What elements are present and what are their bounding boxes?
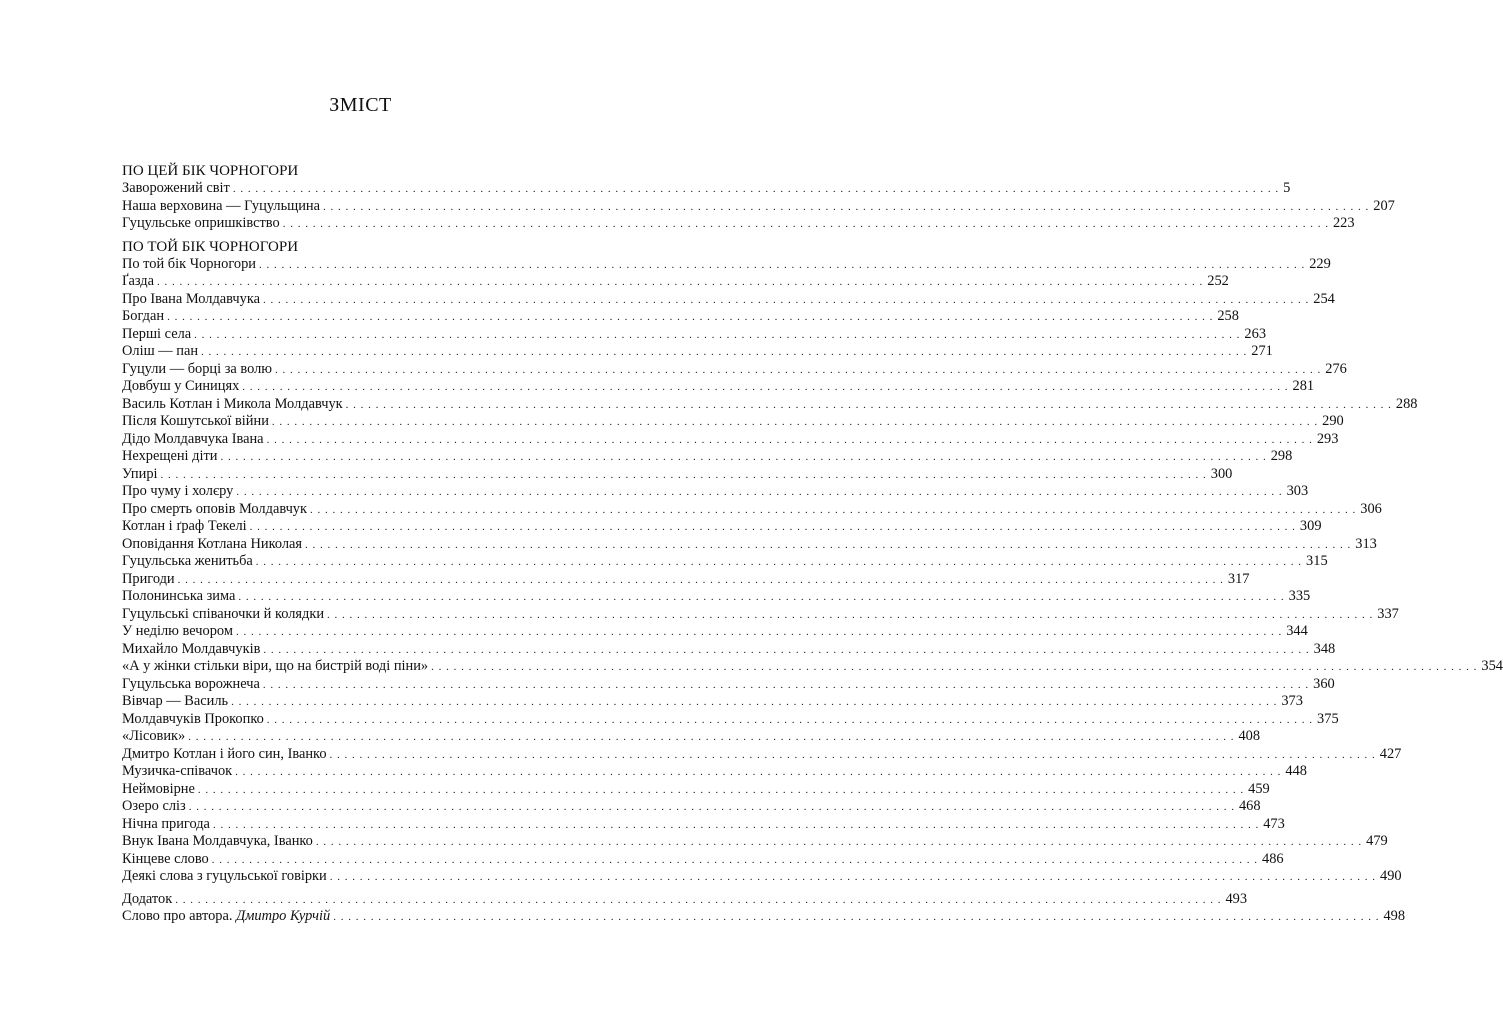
entry-title-text: Озеро сліз bbox=[122, 798, 186, 814]
entry-title bbox=[122, 198, 323, 216]
dot-leader: . . . . . . . . . . . . . . . . . . . . . . . . . . . . . . . . . . . . . . . . . . . . . . . . . . . . . . . . . . . . . . . . . . . . . . . . . . . . . . . . . . . . . . . . . . . . . . . . . . . . . . . . . . . . . . . . . . . . . . . . . . . . . . . . . . . . . . . . . . . . bbox=[220, 451, 1267, 463]
toc-entry[interactable] bbox=[122, 710, 1339, 729]
toc-entry[interactable] bbox=[122, 360, 1347, 379]
toc-entry[interactable] bbox=[122, 553, 1328, 571]
entry-title-text: У неділю вечором bbox=[122, 623, 233, 639]
entry-title bbox=[122, 728, 188, 746]
dot-leader: . . . . . . . . . . . . . . . . . . . . . . . . . . . . . . . . . . . . . . . . . . . . . . . . . . . . . . . . . . . . . . . . . . . . . . . . . . . . . . . . . . . . . . . . . . . . . . . . . . . . . . . . . . . . . . . . . . . . . . . . . . . . . . . . . . . . . . . . . . . . bbox=[160, 468, 1207, 481]
dot-leader: . . . . . . . . . . . . . . . . . . . . . . . . . . . . . . . . . . . . . . . . . . . . . . . . . . . . . . . . . . . . . . . . . . . . . . . . . . . . . . . . . . . . . . . . . . . . . . . . . . . . . . . . . . . . . . . . . . . . . . . . . . . . . . . . . . . . . . . . . . . . bbox=[177, 573, 1224, 586]
entry-title bbox=[122, 553, 256, 571]
entry-title bbox=[122, 413, 272, 431]
page-number: 360 bbox=[1313, 675, 1335, 692]
entry-title bbox=[122, 343, 201, 361]
entry-title bbox=[122, 781, 198, 799]
entry-title-text: Після Кошутської війни bbox=[122, 413, 269, 429]
page-number: 281 bbox=[1292, 378, 1315, 394]
toc-entry[interactable] bbox=[122, 308, 1239, 326]
page-number: 5 bbox=[1283, 180, 1291, 196]
page-number: 309 bbox=[1299, 518, 1322, 534]
dot-leader: . . . . . . . . . . . . . . . . . . . . . . . . . . . . . . . . . . . . . . . . . . . . . . . . . . . . . . . . . . . . . . . . . . . . . . . . . . . . . . . . . . . . . . . . . . . . . . . . . . . . . . . . . . . . . . . . . . . . . . . . . . . . . . . . . . . . . . . . . . . . bbox=[263, 643, 1310, 656]
entry-title bbox=[122, 606, 327, 624]
entry-title bbox=[122, 273, 157, 291]
entry-title-text: Наша верховина — Гуцульщина bbox=[122, 197, 320, 214]
page-number: 344 bbox=[1286, 623, 1308, 639]
entry-title bbox=[122, 291, 263, 309]
entry-title bbox=[122, 763, 235, 781]
toc-entry[interactable] bbox=[122, 197, 1395, 216]
entry-title-text: Додаток bbox=[122, 890, 173, 907]
page-number: 207 bbox=[1373, 197, 1395, 214]
page-number: 408 bbox=[1238, 728, 1261, 744]
page-number: 473 bbox=[1263, 815, 1285, 832]
entry-title-text: Музичка-співачок bbox=[122, 763, 233, 779]
dot-leader: . . . . . . . . . . . . . . . . . . . . . . . . . . . . . . . . . . . . . . . . . . . . . . . . . . . . . . . . . . . . . . . . . . . . . . . . . . . . . . . . . . . . . . . . . . . . . . . . . . . . . . . . . . . . . . . . . . . . . . . . . . . . . . . . . . . . . . . . . . . . bbox=[188, 731, 1235, 743]
page-number: 315 bbox=[1306, 553, 1328, 569]
dot-leader: . . . . . . . . . . . . . . . . . . . . . . . . . . . . . . . . . . . . . . . . . . . . . . . . . . . . . . . . . . . . . . . . . . . . . . . . . . . . . . . . . . . . . . . . . . . . . . . . . . . . . . . . . . . . . . . . . . . . . . . . . . . . . . . . . . . . . . . . . . . . bbox=[315, 836, 1363, 848]
page-number: 490 bbox=[1380, 868, 1402, 884]
dot-leader: . . . . . . . . . . . . . . . . . . . . . . . . . . . . . . . . . . . . . . . . . . . . . . . . . . . . . . . . . . . . . . . . . . . . . . . . . . . . . . . . . . . . . . . . . . . . . . . . . . . . . . . . . . . . . . . . . . . . . . . . . . . . . . . . . . . . . . . . . . . . bbox=[333, 911, 1380, 923]
page-number: 263 bbox=[1244, 325, 1267, 342]
entry-title bbox=[122, 711, 267, 729]
toc-entry[interactable] bbox=[122, 623, 1308, 641]
entry-title-text: Полонинська зима bbox=[122, 588, 236, 604]
entry-title bbox=[122, 378, 242, 396]
entry-title-text: Про Івана Молдавчука bbox=[122, 290, 261, 307]
entry-title bbox=[122, 483, 236, 501]
toc-entry[interactable] bbox=[122, 815, 1285, 834]
entry-title bbox=[122, 868, 330, 886]
dot-leader: . . . . . . . . . . . . . . . . . . . . . . . . . . . . . . . . . . . . . . . . . . . . . . . . . . . . . . . . . . . . . . . . . . . . . . . . . . . . . . . . . . . . . . . . . . . . . . . . . . . . . . . . . . . . . . . . . . . . . . . . . . . . . . . . . . . . . . . . . . . . bbox=[235, 626, 1283, 638]
toc-entry[interactable] bbox=[122, 658, 1503, 676]
entry-title-text: Слово про автора. bbox=[122, 908, 233, 924]
dot-leader: . . . . . . . . . . . . . . . . . . . . . . . . . . . . . . . . . . . . . . . . . . . . . . . . . . . . . . . . . . . . . . . . . . . . . . . . . . . . . . . . . . . . . . . . . . . . . . . . . . . . . . . . . . . . . . . . . . . . . . . . . . . . . . . . . . . . . . . . . . . . bbox=[305, 538, 1352, 551]
entry-title bbox=[122, 396, 346, 414]
page-number: 229 bbox=[1309, 255, 1331, 272]
entry-author: Дмитро Курчій bbox=[236, 908, 331, 924]
entry-title bbox=[122, 798, 189, 816]
page-number: 306 bbox=[1360, 500, 1382, 517]
dot-leader: . . . . . . . . . . . . . . . . . . . . . . . . . . . . . . . . . . . . . . . . . . . . . . . . . . . . . . . . . . . . . . . . . . . . . . . . . . . . . . . . . . . . . . . . . . . . . . . . . . . . . . . . . . . . . . . . . . . . . . . . . . . . . . . . . . . . . . . . . . . . bbox=[212, 818, 1260, 831]
dot-leader: . . . . . . . . . . . . . . . . . . . . . . . . . . . . . . . . . . . . . . . . . . . . . . . . . . . . . . . . . . . . . . . . . . . . . . . . . . . . . . . . . . . . . . . . . . . . . . . . . . . . . . . . . . . . . . . . . . . . . . . . . . . . . . . . . . . . . . . . . . . . bbox=[266, 713, 1314, 726]
entry-title-text: «Лісовик» bbox=[122, 728, 186, 744]
entry-title bbox=[122, 816, 213, 834]
dot-leader: . . . . . . . . . . . . . . . . . . . . . . . . . . . . . . . . . . . . . . . . . . . . . . . . . . . . . . . . . . . . . . . . . . . . . . . . . . . . . . . . . . . . . . . . . . . . . . . . . . . . . . . . . . . . . . . . . . . . . . . . . . . . . . . . . . . . . . . . . . . . bbox=[167, 311, 1214, 323]
page-number: 373 bbox=[1281, 693, 1303, 709]
entry-title-text: Котлан і ґраф Текелі bbox=[122, 518, 247, 534]
entry-title-text: Упирі bbox=[122, 465, 158, 482]
page-number: 427 bbox=[1379, 745, 1402, 762]
entry-title bbox=[122, 623, 236, 641]
page-number: 293 bbox=[1316, 430, 1339, 447]
dot-leader: . . . . . . . . . . . . . . . . . . . . . . . . . . . . . . . . . . . . . . . . . . . . . . . . . . . . . . . . . . . . . . . . . . . . . . . . . . . . . . . . . . . . . . . . . . . . . . . . . . . . . . . . . . . . . . . . . . . . . . . . . . . . . . . . . . . . . . . . . . . . bbox=[275, 363, 1322, 376]
page-number: 448 bbox=[1285, 763, 1307, 779]
entry-title-text: Заворожений світ bbox=[122, 180, 230, 196]
page-number: 335 bbox=[1288, 588, 1311, 604]
dot-leader: . . . . . . . . . . . . . . . . . . . . . . . . . . . . . . . . . . . . . . . . . . . . . . . . . . . . . . . . . . . . . . . . . . . . . . . . . . . . . . . . . . . . . . . . . . . . . . . . . . . . . . . . . . . . . . . . . . . . . . . . . . . . . . . . . . . . . . . . . . . . bbox=[329, 871, 1376, 883]
page-number: 459 bbox=[1248, 780, 1270, 797]
toc-entry[interactable] bbox=[122, 908, 1406, 926]
entry-title bbox=[122, 571, 178, 589]
page-number: 276 bbox=[1325, 360, 1347, 377]
dot-leader: . . . . . . . . . . . . . . . . . . . . . . . . . . . . . . . . . . . . . . . . . . . . . . . . . . . . . . . . . . . . . . . . . . . . . . . . . . . . . . . . . . . . . . . . . . . . . . . . . . . . . . . . . . . . . . . . . . . . . . . . . . . . . . . . . . . . . . . . . . . . bbox=[329, 748, 1376, 761]
entry-title-text: Гуцульська ворожнеча bbox=[122, 675, 260, 692]
toc-entry[interactable] bbox=[122, 518, 1322, 536]
entry-title-text: Богдан bbox=[122, 308, 165, 324]
entry-title bbox=[122, 676, 263, 694]
dot-leader: . . . . . . . . . . . . . . . . . . . . . . . . . . . . . . . . . . . . . . . . . . . . . . . . . . . . . . . . . . . . . . . . . . . . . . . . . . . . . . . . . . . . . . . . . . . . . . . . . . . . . . . . . . . . . . . . . . . . . . . . . . . . . . . . . . . . . . . . . . . . bbox=[188, 801, 1235, 813]
page-number: 300 bbox=[1210, 465, 1233, 482]
dot-leader: . . . . . . . . . . . . . . . . . . . . . . . . . . . . . . . . . . . . . . . . . . . . . . . . . . . . . . . . . . . . . . . . . . . . . . . . . . . . . . . . . . . . . . . . . . . . . . . . . . . . . . . . . . . . . . . . . . . . . . . . . . . . . . . . . . . . . . . . . . . . bbox=[232, 183, 1280, 195]
entry-title-text: Михайло Молдавчуків bbox=[122, 640, 261, 657]
dot-leader: . . . . . . . . . . . . . . . . . . . . . . . . . . . . . . . . . . . . . . . . . . . . . . . . . . . . . . . . . . . . . . . . . . . . . . . . . . . . . . . . . . . . . . . . . . . . . . . . . . . . . . . . . . . . . . . . . . . . . . . . . . . . . . . . . . . . . . . . . . . . bbox=[235, 766, 1282, 778]
page-number: 479 bbox=[1366, 833, 1388, 849]
page-number: 258 bbox=[1217, 308, 1239, 324]
dot-leader: . . . . . . . . . . . . . . . . . . . . . . . . . . . . . . . . . . . . . . . . . . . . . . . . . . . . . . . . . . . . . . . . . . . . . . . . . . . . . . . . . . . . . . . . . . . . . . . . . . . . . . . . . . . . . . . . . . . . . . . . . . . . . . . . . . . . . . . . . . . . bbox=[310, 503, 1357, 516]
toc-entry[interactable] bbox=[122, 500, 1382, 519]
dot-leader: . . . . . . . . . . . . . . . . . . . . . . . . . . . . . . . . . . . . . . . . . . . . . . . . . . . . . . . . . . . . . . . . . . . . . . . . . . . . . . . . . . . . . . . . . . . . . . . . . . . . . . . . . . . . . . . . . . . . . . . . . . . . . . . . . . . . . . . . . . . . bbox=[157, 276, 1204, 288]
entry-title-text: «А у жінки стільки віри, що на бистрій воді піни» bbox=[122, 658, 429, 674]
entry-title bbox=[122, 466, 161, 484]
entry-title bbox=[122, 326, 194, 344]
entry-title-text: Гуцульське опришківство bbox=[122, 215, 280, 231]
entry-title-text: Василь Котлан і Микола Молдавчук bbox=[122, 395, 343, 412]
page-number: 298 bbox=[1270, 448, 1293, 464]
entry-title bbox=[122, 361, 275, 379]
toc-entry[interactable] bbox=[122, 535, 1377, 554]
entry-title bbox=[122, 180, 233, 198]
entry-title bbox=[122, 215, 283, 233]
dot-leader: . . . . . . . . . . . . . . . . . . . . . . . . . . . . . . . . . . . . . . . . . . . . . . . . . . . . . . . . . . . . . . . . . . . . . . . . . . . . . . . . . . . . . . . . . . . . . . . . . . . . . . . . . . . . . . . . . . . . . . . . . . . . . . . . . . . . . . . . . . . . bbox=[231, 696, 1278, 708]
page-number: 498 bbox=[1383, 908, 1406, 924]
toc-entry[interactable] bbox=[122, 325, 1267, 344]
page-number: 337 bbox=[1377, 605, 1399, 622]
entry-title bbox=[122, 891, 175, 909]
entry-title-text: Пригоди bbox=[122, 570, 175, 587]
toc-entry[interactable] bbox=[122, 675, 1335, 694]
page-number: 317 bbox=[1227, 570, 1250, 587]
page-number: 354 bbox=[1481, 658, 1503, 674]
toc-entry[interactable] bbox=[122, 290, 1335, 309]
entry-title-text: Неймовірне bbox=[122, 780, 195, 797]
dot-leader: . . . . . . . . . . . . . . . . . . . . . . . . . . . . . . . . . . . . . . . . . . . . . . . . . . . . . . . . . . . . . . . . . . . . . . . . . . . . . . . . . . . . . . . . . . . . . . . . . . . . . . . . . . . . . . . . . . . . . . . . . . . . . . . . . . . . . . . . . . . . bbox=[345, 398, 1392, 411]
page-number: 313 bbox=[1355, 535, 1377, 552]
entry-title-text: Оповідання Котлана Николая bbox=[122, 535, 303, 552]
toc-entry[interactable] bbox=[122, 693, 1303, 711]
entry-title bbox=[122, 833, 316, 851]
section-heading: ПО ТОЙ БІК ЧОРНОГОРИ bbox=[122, 238, 299, 255]
toc-entry[interactable] bbox=[122, 868, 1402, 886]
dot-leader: . . . . . . . . . . . . . . . . . . . . . . . . . . . . . . . . . . . . . . . . . . . . . . . . . . . . . . . . . . . . . . . . . . . . . . . . . . . . . . . . . . . . . . . . . . . . . . . . . . . . . . . . . . . . . . . . . . . . . . . . . . . . . . . . . . . . . . . . . . . . bbox=[431, 661, 1478, 673]
section-heading: ПО ЦЕЙ БІК ЧОРНОГОРИ bbox=[122, 163, 299, 179]
dot-leader: . . . . . . . . . . . . . . . . . . . . . . . . . . . . . . . . . . . . . . . . . . . . . . . . . . . . . . . . . . . . . . . . . . . . . . . . . . . . . . . . . . . . . . . . . . . . . . . . . . . . . . . . . . . . . . . . . . . . . . . . . . . . . . . . . . . . . . . . . . . . bbox=[262, 678, 1310, 691]
toc-entry[interactable] bbox=[122, 448, 1293, 466]
entry-title-text: Молдавчуків Прокопко bbox=[122, 710, 264, 727]
table-of-contents bbox=[122, 163, 1503, 926]
entry-title-text: Про чуму і холєру bbox=[122, 483, 234, 499]
entry-title-text: Оліш — пан bbox=[122, 343, 199, 359]
toc-entry[interactable] bbox=[122, 890, 1248, 909]
toc-entry[interactable] bbox=[122, 180, 1291, 198]
dot-leader: . . . . . . . . . . . . . . . . . . . . . . . . . . . . . . . . . . . . . . . . . . . . . . . . . . . . . . . . . . . . . . . . . . . . . . . . . . . . . . . . . . . . . . . . . . . . . . . . . . . . . . . . . . . . . . . . . . . . . . . . . . . . . . . . . . . . . . . . . . . . bbox=[271, 416, 1319, 428]
entry-title bbox=[122, 448, 220, 466]
dot-leader: . . . . . . . . . . . . . . . . . . . . . . . . . . . . . . . . . . . . . . . . . . . . . . . . . . . . . . . . . . . . . . . . . . . . . . . . . . . . . . . . . . . . . . . . . . . . . . . . . . . . . . . . . . . . . . . . . . . . . . . . . . . . . . . . . . . . . . . . . . . . bbox=[263, 293, 1310, 306]
toc-entry[interactable] bbox=[122, 763, 1307, 781]
entry-title-text: По той бік Чорногори bbox=[122, 255, 256, 272]
entry-title bbox=[122, 308, 167, 326]
entry-title bbox=[122, 641, 263, 659]
toc-entry[interactable] bbox=[122, 430, 1339, 449]
toc-entry[interactable] bbox=[122, 745, 1402, 764]
dot-leader: . . . . . . . . . . . . . . . . . . . . . . . . . . . . . . . . . . . . . . . . . . . . . . . . . . . . . . . . . . . . . . . . . . . . . . . . . . . . . . . . . . . . . . . . . . . . . . . . . . . . . . . . . . . . . . . . . . . . . . . . . . . . . . . . . . . . . . . . . . . . bbox=[258, 258, 1306, 271]
toc-entry[interactable] bbox=[122, 570, 1250, 589]
dot-leader: . . . . . . . . . . . . . . . . . . . . . . . . . . . . . . . . . . . . . . . . . . . . . . . . . . . . . . . . . . . . . . . . . . . . . . . . . . . . . . . . . . . . . . . . . . . . . . . . . . . . . . . . . . . . . . . . . . . . . . . . . . . . . . . . . . . . . . . . . . . . bbox=[197, 783, 1245, 796]
toc-entry[interactable] bbox=[122, 780, 1270, 799]
entry-title bbox=[122, 746, 330, 764]
dot-leader: . . . . . . . . . . . . . . . . . . . . . . . . . . . . . . . . . . . . . . . . . . . . . . . . . . . . . . . . . . . . . . . . . . . . . . . . . . . . . . . . . . . . . . . . . . . . . . . . . . . . . . . . . . . . . . . . . . . . . . . . . . . . . . . . . . . . . . . . . . . . bbox=[211, 853, 1258, 866]
entry-title-text: Довбуш у Синицях bbox=[122, 378, 240, 394]
page-number: 468 bbox=[1238, 798, 1261, 814]
toc-entry[interactable] bbox=[122, 798, 1261, 816]
dot-leader: . . . . . . . . . . . . . . . . . . . . . . . . . . . . . . . . . . . . . . . . . . . . . . . . . . . . . . . . . . . . . . . . . . . . . . . . . . . . . . . . . . . . . . . . . . . . . . . . . . . . . . . . . . . . . . . . . . . . . . . . . . . . . . . . . . . . . . . . . . . . bbox=[194, 328, 1241, 341]
dot-leader: . . . . . . . . . . . . . . . . . . . . . . . . . . . . . . . . . . . . . . . . . . . . . . . . . . . . . . . . . . . . . . . . . . . . . . . . . . . . . . . . . . . . . . . . . . . . . . . . . . . . . . . . . . . . . . . . . . . . . . . . . . . . . . . . . . . . . . . . . . . . bbox=[236, 486, 1283, 498]
page-number: 493 bbox=[1225, 890, 1248, 907]
entry-title-text: Кінцеве слово bbox=[122, 850, 209, 867]
dot-leader: . . . . . . . . . . . . . . . . . . . . . . . . . . . . . . . . . . . . . . . . . . . . . . . . . . . . . . . . . . . . . . . . . . . . . . . . . . . . . . . . . . . . . . . . . . . . . . . . . . . . . . . . . . . . . . . . . . . . . . . . . . . . . . . . . . . . . . . . . . . . bbox=[175, 893, 1222, 906]
toc-entry[interactable] bbox=[122, 255, 1331, 274]
toc-entry[interactable] bbox=[122, 605, 1399, 624]
entry-title bbox=[122, 518, 250, 536]
page-number: 223 bbox=[1332, 215, 1355, 231]
dot-leader: . . . . . . . . . . . . . . . . . . . . . . . . . . . . . . . . . . . . . . . . . . . . . . . . . . . . . . . . . . . . . . . . . . . . . . . . . . . . . . . . . . . . . . . . . . . . . . . . . . . . . . . . . . . . . . . . . . . . . . . . . . . . . . . . . . . . . . . . . . . . bbox=[327, 608, 1374, 621]
page-title: ЗМІСТ bbox=[329, 94, 392, 116]
dot-leader: . . . . . . . . . . . . . . . . . . . . . . . . . . . . . . . . . . . . . . . . . . . . . . . . . . . . . . . . . . . . . . . . . . . . . . . . . . . . . . . . . . . . . . . . . . . . . . . . . . . . . . . . . . . . . . . . . . . . . . . . . . . . . . . . . . . . . . . . . . . . bbox=[323, 200, 1370, 213]
dot-leader: . . . . . . . . . . . . . . . . . . . . . . . . . . . . . . . . . . . . . . . . . . . . . . . . . . . . . . . . . . . . . . . . . . . . . . . . . . . . . . . . . . . . . . . . . . . . . . . . . . . . . . . . . . . . . . . . . . . . . . . . . . . . . . . . . . . . . . . . . . . . bbox=[255, 556, 1303, 568]
dot-leader: . . . . . . . . . . . . . . . . . . . . . . . . . . . . . . . . . . . . . . . . . . . . . . . . . . . . . . . . . . . . . . . . . . . . . . . . . . . . . . . . . . . . . . . . . . . . . . . . . . . . . . . . . . . . . . . . . . . . . . . . . . . . . . . . . . . . . . . . . . . . bbox=[266, 433, 1313, 446]
dot-leader: . . . . . . . . . . . . . . . . . . . . . . . . . . . . . . . . . . . . . . . . . . . . . . . . . . . . . . . . . . . . . . . . . . . . . . . . . . . . . . . . . . . . . . . . . . . . . . . . . . . . . . . . . . . . . . . . . . . . . . . . . . . . . . . . . . . . . . . . . . . . bbox=[249, 521, 1296, 533]
toc-entry[interactable] bbox=[122, 728, 1261, 746]
entry-title-text: Внук Івана Молдавчука, Іванко bbox=[122, 833, 313, 849]
toc-entry[interactable] bbox=[122, 273, 1229, 291]
entry-title-text: Гуцульська женитьба bbox=[122, 553, 253, 569]
entry-title bbox=[122, 908, 333, 926]
dot-leader: . . . . . . . . . . . . . . . . . . . . . . . . . . . . . . . . . . . . . . . . . . . . . . . . . . . . . . . . . . . . . . . . . . . . . . . . . . . . . . . . . . . . . . . . . . . . . . . . . . . . . . . . . . . . . . . . . . . . . . . . . . . . . . . . . . . . . . . . . . . . bbox=[238, 591, 1285, 603]
entry-title bbox=[122, 851, 212, 869]
entry-title bbox=[122, 588, 238, 606]
page-number: 486 bbox=[1262, 850, 1284, 867]
toc-entry[interactable] bbox=[122, 640, 1336, 659]
page-number: 288 bbox=[1395, 395, 1418, 412]
page-number: 348 bbox=[1313, 640, 1336, 657]
dot-leader: . . . . . . . . . . . . . . . . . . . . . . . . . . . . . . . . . . . . . . . . . . . . . . . . . . . . . . . . . . . . . . . . . . . . . . . . . . . . . . . . . . . . . . . . . . . . . . . . . . . . . . . . . . . . . . . . . . . . . . . . . . . . . . . . . . . . . . . . . . . . bbox=[242, 381, 1289, 393]
entry-title-text: Гуцули — борці за волю bbox=[122, 360, 273, 377]
entry-title-text: Деякі слова з гуцульської говірки bbox=[122, 868, 327, 884]
toc-entry[interactable] bbox=[122, 850, 1284, 869]
dot-leader: . . . . . . . . . . . . . . . . . . . . . . . . . . . . . . . . . . . . . . . . . . . . . . . . . . . . . . . . . . . . . . . . . . . . . . . . . . . . . . . . . . . . . . . . . . . . . . . . . . . . . . . . . . . . . . . . . . . . . . . . . . . . . . . . . . . . . . . . . . . . bbox=[201, 346, 1248, 358]
page-number: 290 bbox=[1322, 413, 1344, 429]
entry-title bbox=[122, 256, 259, 274]
entry-title-text: Про смерть оповів Молдавчук bbox=[122, 500, 307, 517]
entry-title-text: Нічна пригода bbox=[122, 815, 210, 832]
dot-leader: . . . . . . . . . . . . . . . . . . . . . . . . . . . . . . . . . . . . . . . . . . . . . . . . . . . . . . . . . . . . . . . . . . . . . . . . . . . . . . . . . . . . . . . . . . . . . . . . . . . . . . . . . . . . . . . . . . . . . . . . . . . . . . . . . . . . . . . . . . . . bbox=[282, 218, 1329, 230]
entry-title-text: Вівчар — Василь bbox=[122, 693, 229, 709]
toc-entry[interactable] bbox=[122, 215, 1355, 233]
page-number: 303 bbox=[1286, 483, 1309, 499]
entry-title-text: Дмитро Котлан і його син, Іванко bbox=[122, 745, 327, 762]
entry-title-text: Гуцульські співаночки й колядки bbox=[122, 605, 325, 622]
toc-entry[interactable] bbox=[122, 465, 1233, 484]
entry-title bbox=[122, 431, 267, 449]
entry-title-text: Перші села bbox=[122, 325, 192, 342]
entry-title bbox=[122, 536, 305, 554]
page-number: 252 bbox=[1207, 273, 1229, 289]
entry-title bbox=[122, 501, 310, 519]
toc-entry[interactable] bbox=[122, 833, 1388, 851]
toc-entry[interactable] bbox=[122, 343, 1273, 361]
page-number: 271 bbox=[1251, 343, 1273, 359]
entry-title-text: Ґазда bbox=[122, 273, 154, 289]
entry-title bbox=[122, 658, 431, 676]
entry-title-text: Дідо Молдавчука Івана bbox=[122, 430, 264, 447]
entry-title bbox=[122, 693, 231, 711]
toc-entry[interactable] bbox=[122, 588, 1311, 606]
entry-title-text: Нехрещені діти bbox=[122, 448, 218, 464]
toc-entry[interactable] bbox=[122, 378, 1315, 396]
toc-entry[interactable] bbox=[122, 395, 1418, 414]
toc-entry[interactable] bbox=[122, 483, 1309, 501]
page-number: 375 bbox=[1317, 710, 1339, 727]
page-number: 254 bbox=[1313, 290, 1335, 307]
toc-entry[interactable] bbox=[122, 413, 1344, 431]
